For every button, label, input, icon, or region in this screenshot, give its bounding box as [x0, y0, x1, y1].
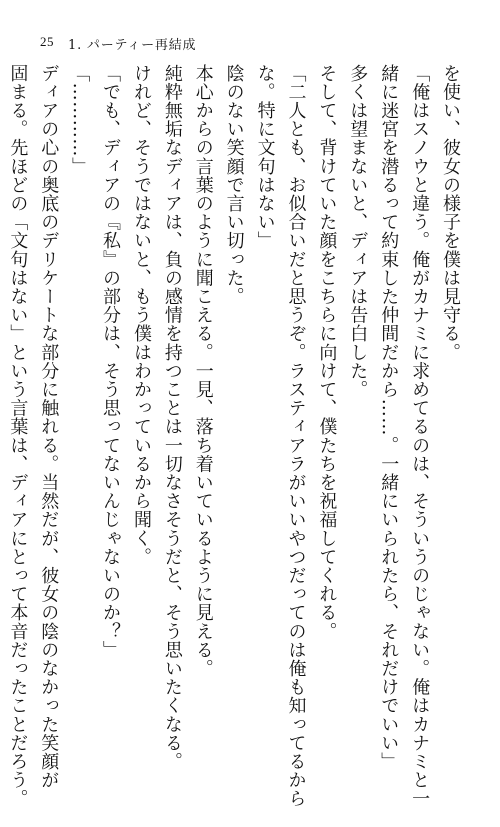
text-line: 陰のない笑顔で言い切った。 [223, 64, 245, 306]
text-line: 純粋無垢なディアは、負の感情を持つことは一切なさそうだと、そう思いたくなる。 [161, 64, 183, 771]
body-text [7, 64, 465, 808]
text-line: 本心からの言葉のように聞こえる。一見、落ち着いているように見える。 [192, 64, 214, 678]
text-line: 「でも、ディアの『私』の部分は、そう思ってないんじゃないのか？」 [100, 64, 122, 660]
text-line: そして、背けていた顔をこちらに向けて、僕たちを祝福してくれる。 [316, 64, 338, 641]
text-line: 「…………」 [69, 64, 91, 176]
text-line: ディアの心の奥底のデリケートな部分に触れる。当然だが、彼女の陰のなかった笑顔が [38, 64, 60, 790]
text-line: な。特に文句はない」 [254, 64, 276, 250]
text-line: 多くは望まないと、ディアは告白した。 [347, 64, 369, 399]
text-line: けれど、そうではないと、もう僕はわかっているから聞く。 [130, 64, 152, 567]
page-header [40, 34, 196, 53]
text-line: を使い、彼女の様子を僕は見守る。 [440, 64, 461, 362]
text-line: 「二人とも、お似合いだと思うぞ。ラスティアラがいいやつだってのは俺も知ってるから [285, 64, 307, 808]
text-line: 「俺はスノウと違う。俺がカナミに求めてるのは、そういうのじゃない。俺はカナミと一 [409, 64, 431, 808]
text-line: 固まる。先ほどの「文句はない」という言葉は、ディアにとって本音だったことだろう。 [7, 64, 29, 808]
text-line: 緒に迷宮を潜るって約束した仲間だから……。一緒にいられたら、それだけでいい」 [378, 64, 400, 771]
running-head: 1. パーティー再結成 [68, 38, 197, 53]
page-number: 25 [40, 34, 54, 49]
